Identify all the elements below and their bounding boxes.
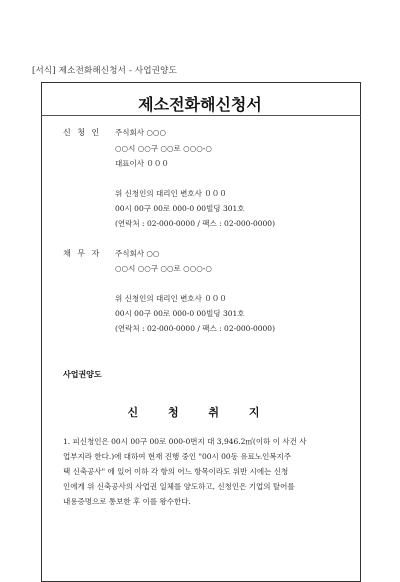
respondent-company: 주식회사 ○○ <box>115 249 160 258</box>
applicant-role: 신 청 인 <box>63 128 102 137</box>
subject-heading: 사업권양도 <box>63 369 102 379</box>
purpose-line: 내용증명으로 통보한 후 이를 왕수한다. <box>63 497 191 506</box>
purpose-line: 1. 피신청인은 00시 00구 00로 000-0번지 대 3,946.2㎡(이하 이 사건 사 <box>63 437 307 446</box>
purpose-line: 택 신축공사" 에 있어 이하 각 항의 어느 항목이라도 위반 시에는 신청 <box>63 467 289 476</box>
applicant-representative: 대표이사 ０００ <box>115 159 169 168</box>
respondent-agent: 위 신청인의 대리인 변호사 ０００ <box>115 294 227 303</box>
form-label: [서식] 제소전화해신청서 - 사업권양도 <box>32 66 177 76</box>
title-divider <box>41 115 361 116</box>
respondent-address: ○○시 ○○구 ○○로 ○○○-○ <box>115 264 212 273</box>
applicant-contact: (연락처 : 02-000-0000 / 팩스 : 02-000-0000) <box>115 219 275 228</box>
applicant-address: ○○시 ○○구 ○○로 ○○○-○ <box>115 144 212 153</box>
respondent-contact: (연락처 : 02-000-0000 / 팩스 : 02-000-0000) <box>115 324 275 333</box>
applicant-agent-address: 00시 00구 00로 000-0 00빌딩 301호 <box>115 204 245 213</box>
respondent-agent-address: 00시 00구 00로 000-0 00빌딩 301호 <box>115 309 245 318</box>
purpose-line: 인에게 위 신축공사의 사업권 일체를 양도하고, 신청인은 기업의 탈어를 <box>63 482 295 491</box>
purpose-body <box>63 434 341 509</box>
applicant-company: 주식회사 ○○○ <box>115 128 166 137</box>
purpose-heading: 신 청 취 지 <box>127 406 273 419</box>
purpose-line: 업부지라 한다.)에 대하여 현재 진행 중인 "00시 00동 유료노인복지주 <box>63 452 292 461</box>
respondent-role: 채 무 자 <box>63 249 102 258</box>
applicant-agent: 위 신청인의 대리인 변호사 ０００ <box>115 189 227 198</box>
document-title: 제소전화해신청서 <box>138 95 262 114</box>
